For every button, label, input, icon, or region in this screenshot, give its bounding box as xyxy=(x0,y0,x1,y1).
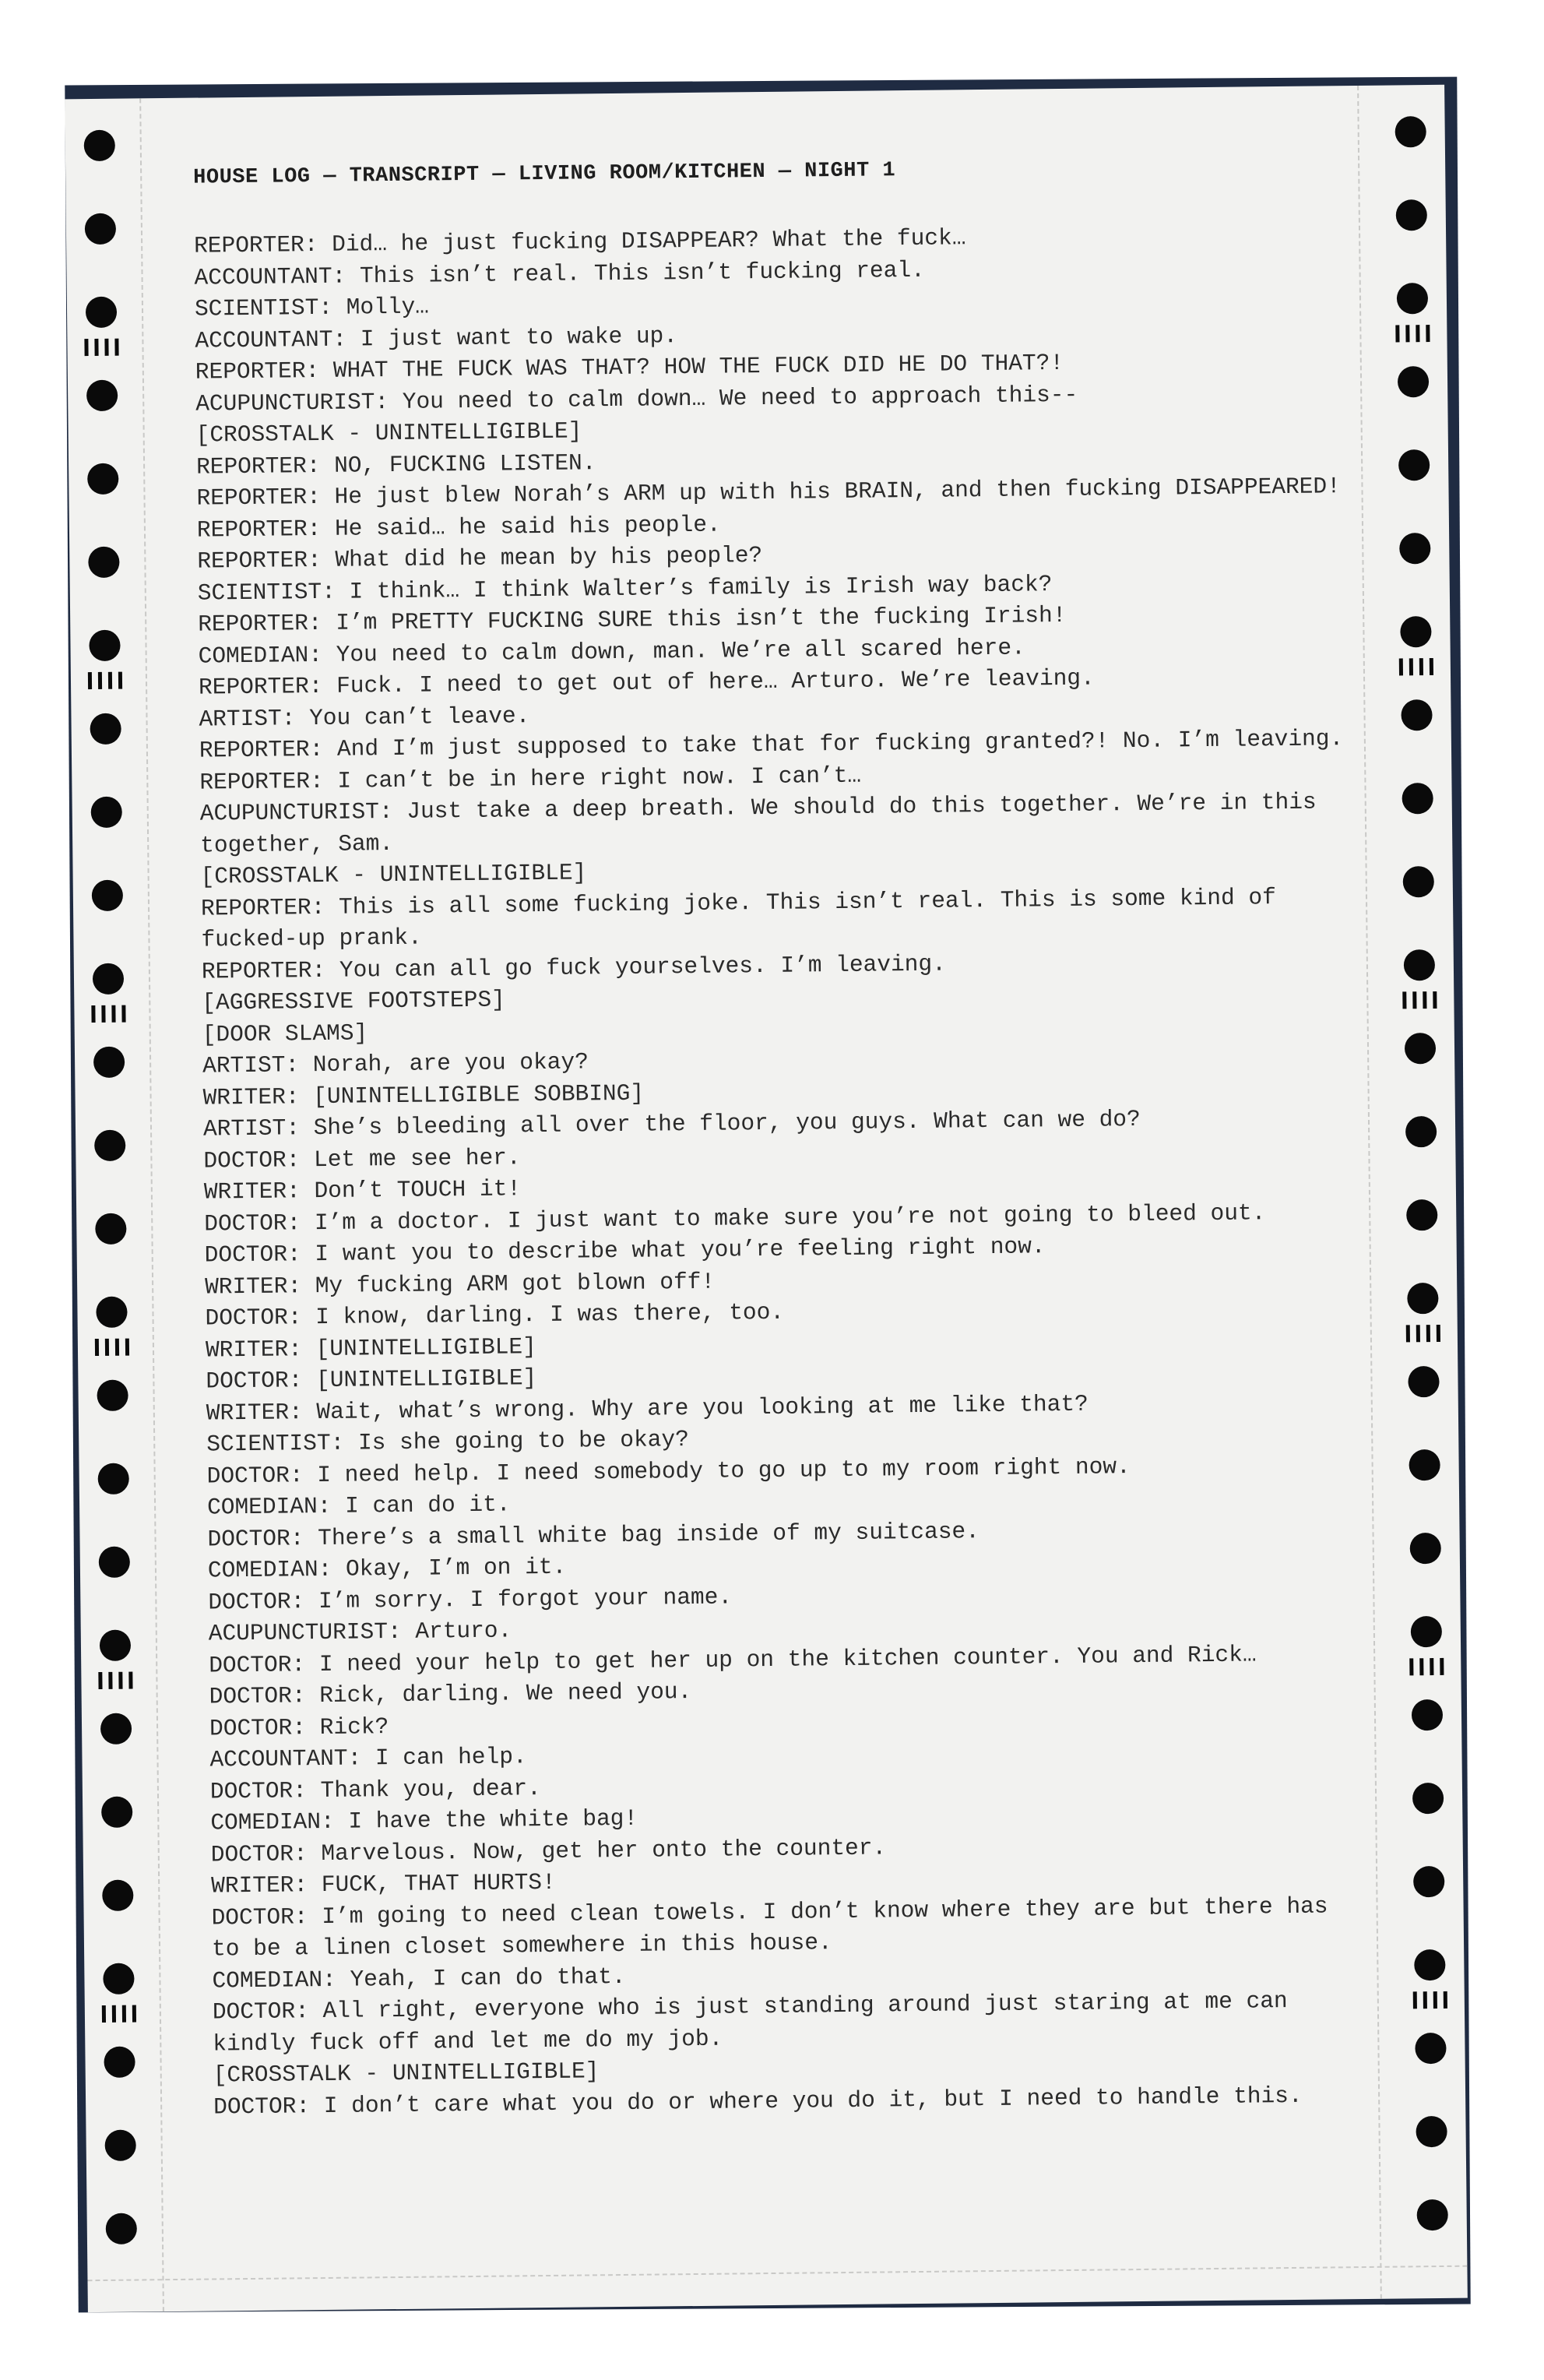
tractor-feed-paper xyxy=(65,85,1468,2312)
transcript-line: REPORTER: NO, FUCKING LISTEN. xyxy=(195,449,596,481)
feed-hole-icon xyxy=(1399,533,1430,564)
left-feed-holes xyxy=(83,130,139,2295)
tear-tick-icon xyxy=(98,1672,132,1689)
transcript-line: DOCTOR: I know, darling. I was there, too. xyxy=(205,1298,785,1332)
tear-tick-icon xyxy=(95,1339,129,1356)
transcript-line: [CROSSTALK - UNINTELLIGIBLE] xyxy=(195,417,582,449)
transcript-line: WRITER: My fucking ARM got blown off! xyxy=(204,1268,716,1301)
transcript-line: REPORTER: He said… he said his people. xyxy=(196,511,721,544)
feed-hole-icon xyxy=(95,1213,126,1245)
transcript-content xyxy=(193,154,1366,2122)
feed-hole-icon xyxy=(1415,2033,1446,2064)
transcript-line: REPORTER: And I’m just supposed to take that for fucking granted?! No. I’m leaving. xyxy=(199,725,1344,764)
transcript-line: WRITER: FUCK, THAT HURTS! xyxy=(211,1868,556,1899)
transcript-line: COMEDIAN: Yeah, I can do that. xyxy=(212,1963,626,1994)
feed-hole-icon xyxy=(1409,1449,1440,1480)
transcript-line: DOCTOR: I’m a doctor. I just want to make sure you’re not going to bleed out. xyxy=(204,1199,1266,1238)
transcript-line: COMEDIAN: I can do it. xyxy=(206,1491,511,1521)
transcript-line: DOCTOR: I need help. I need somebody to go up to my room right now. xyxy=(206,1452,1131,1490)
transcript-heading: HOUSE LOG — TRANSCRIPT — LIVING ROOM/KITCHEN — NIGHT 1 xyxy=(193,159,896,190)
transcript-line: COMEDIAN: Okay, I’m on it. xyxy=(207,1553,567,1584)
transcript-line: DOCTOR: Let me see her. xyxy=(203,1143,521,1174)
feed-hole-icon xyxy=(1407,1283,1438,1314)
transcript-line: REPORTER: You can all go fuck yourselves. I’m leaving. xyxy=(201,950,946,985)
feed-hole-icon xyxy=(97,1380,128,1411)
feed-hole-icon xyxy=(103,1963,134,1994)
transcript-line: [CROSSTALK - UNINTELLIGIBLE] xyxy=(200,859,587,890)
tear-tick-icon xyxy=(1399,658,1433,675)
transcript-line: [AGGRESSIVE FOOTSTEPS] xyxy=(202,986,505,1016)
transcript-line: WRITER: Don’t TOUCH it! xyxy=(203,1175,522,1206)
feed-hole-icon xyxy=(1398,366,1429,397)
transcript-line: DOCTOR: I need your help to get her up on the kitchen counter. You and Rick… xyxy=(209,1640,1257,1679)
transcript-line: DOCTOR: Rick, darling. We need you. xyxy=(209,1678,692,1710)
transcript-line: REPORTER: What did he mean by his people? xyxy=(197,542,763,575)
feed-hole-icon xyxy=(1402,783,1433,814)
feed-hole-icon xyxy=(86,380,118,411)
transcript-line: WRITER: [UNINTELLIGIBLE] xyxy=(205,1333,537,1364)
transcript-line: REPORTER: I’m PRETTY FUCKING SURE this isn’t the fucking Irish! xyxy=(198,601,1067,638)
feed-hole-icon xyxy=(1400,616,1431,647)
feed-hole-icon xyxy=(93,1047,125,1078)
feed-hole-icon xyxy=(85,213,116,245)
transcript-line: DOCTOR: Thank you, dear. xyxy=(209,1774,541,1805)
tear-tick-icon xyxy=(1395,325,1430,342)
transcript-line: REPORTER: Fuck. I need to get out of here… Arturo. We’re leaving. xyxy=(198,664,1095,701)
feed-hole-icon xyxy=(93,963,124,995)
feed-hole-icon xyxy=(101,1797,132,1828)
feed-hole-icon xyxy=(1412,1699,1443,1730)
transcript-line: DOCTOR: I don’t care what you do or where you do it, but I need to handle this. xyxy=(213,2082,1303,2120)
feed-hole-icon xyxy=(104,2047,135,2078)
tear-tick-icon xyxy=(88,672,122,689)
transcript-line: WRITER: Wait, what’s wrong. Why are you looking at me like that? xyxy=(206,1390,1089,1427)
transcript-line: ARTIST: She’s bleeding all over the floor, you guys. What can we do? xyxy=(202,1105,1141,1142)
feed-hole-icon xyxy=(94,1130,125,1161)
feed-hole-icon xyxy=(106,2213,137,2244)
feed-hole-icon xyxy=(89,630,120,661)
feed-hole-icon xyxy=(1406,1199,1437,1230)
feed-hole-icon xyxy=(1413,1866,1444,1897)
feed-hole-icon xyxy=(1398,449,1430,481)
feed-hole-icon xyxy=(1410,1533,1441,1564)
transcript-line: ARTIST: You can’t leave. xyxy=(199,702,530,733)
transcript-line: DOCTOR: There’s a small white bag inside of my suitcase. xyxy=(207,1517,980,1553)
feed-hole-icon xyxy=(1401,699,1432,731)
transcript-line: REPORTER: Did… he just fucking DISAPPEAR? What the fuck… xyxy=(193,224,966,259)
feed-hole-icon xyxy=(1404,949,1435,981)
feed-hole-icon xyxy=(1405,1033,1436,1064)
feed-hole-icon xyxy=(1416,2116,1447,2147)
transcript-line: ACUPUNCTURIST: Arturo. xyxy=(208,1617,512,1647)
tear-tick-icon xyxy=(91,1005,125,1023)
transcript-line: REPORTER: This is all some fucking joke. This isn’t real. This is some kind of fucked-up prank. xyxy=(200,883,1290,953)
left-perforation-line xyxy=(139,98,164,2311)
transcript-line: ARTIST: Norah, are you okay? xyxy=(202,1048,589,1079)
transcript-line: COMEDIAN: I have the white bag! xyxy=(210,1804,638,1836)
transcript-line: ACCOUNTANT: I just want to wake up. xyxy=(195,322,678,354)
transcript-line: [CROSSTALK - UNINTELLIGIBLE] xyxy=(213,2058,600,2089)
transcript-line: DOCTOR: All right, everyone who is just standing around just staring at me can kindly fuck off and let me do my job. xyxy=(212,1987,1302,2058)
feed-hole-icon xyxy=(1408,1366,1439,1397)
feed-hole-icon xyxy=(90,713,121,745)
feed-hole-icon xyxy=(84,130,115,161)
transcript-line: DOCTOR: I want you to describe what you’re feeling right now. xyxy=(204,1233,1046,1269)
feed-hole-icon xyxy=(100,1630,131,1661)
feed-hole-icon xyxy=(1395,116,1426,147)
feed-hole-icon xyxy=(104,2130,135,2161)
tear-tick-icon xyxy=(1406,1325,1440,1342)
feed-hole-icon xyxy=(102,1880,133,1911)
bottom-perforation-line xyxy=(87,2266,1467,2282)
transcript-line: ACCOUNTANT: I can help. xyxy=(209,1743,527,1773)
transcript-line: REPORTER: He just blew Norah’s ARM up with his BRAIN, and then fucking DISAPPEARED! xyxy=(196,473,1341,512)
feed-hole-icon xyxy=(86,297,117,328)
transcript-line: REPORTER: I can’t be in here right now. I can’t… xyxy=(199,762,862,796)
feed-hole-icon xyxy=(100,1713,132,1745)
transcript-line: ACUPUNCTURIST: You need to calm down… We need to approach this-- xyxy=(195,381,1078,417)
tear-tick-icon xyxy=(1413,1991,1447,2009)
transcript-line: COMEDIAN: You need to calm down, man. We’re all scared here. xyxy=(198,633,1025,670)
feed-hole-icon xyxy=(99,1547,130,1578)
transcript-line: ACUPUNCTURIST: Just take a deep breath. We should do this together. We’re in this together, Sam. xyxy=(199,788,1331,859)
feed-hole-icon xyxy=(1412,1783,1444,1814)
tear-tick-icon xyxy=(1402,991,1437,1009)
transcript-line: DOCTOR: I’m sorry. I forgot your name. xyxy=(208,1583,733,1616)
feed-hole-icon xyxy=(1414,1949,1445,1980)
transcript-line: [DOOR SLAMS] xyxy=(202,1019,368,1048)
feed-hole-icon xyxy=(98,1463,129,1495)
transcript-lines xyxy=(194,218,1366,2122)
feed-hole-icon xyxy=(1411,1616,1442,1647)
feed-hole-icon xyxy=(87,463,118,495)
feed-hole-icon xyxy=(1405,1116,1437,1147)
feed-hole-icon xyxy=(1403,866,1434,897)
feed-hole-icon xyxy=(88,547,119,578)
transcript-line: DOCTOR: I’m going to need clean towels. I don’t know where they are but there has to be a linen closet somewhere in this house. xyxy=(211,1892,1342,1963)
transcript-line: SCIENTIST: Molly… xyxy=(194,293,430,322)
transcript-line: DOCTOR: Rick? xyxy=(209,1713,389,1742)
transcript-line: ACCOUNTANT: This isn’t real. This isn’t fucking real. xyxy=(194,256,925,291)
tear-tick-icon xyxy=(1409,1658,1444,1675)
transcript-line: WRITER: [UNINTELLIGIBLE SOBBING] xyxy=(202,1079,645,1111)
feed-hole-icon xyxy=(91,797,122,828)
right-feed-holes xyxy=(1393,116,1450,2281)
feed-hole-icon xyxy=(1417,2199,1448,2230)
transcript-line: REPORTER: WHAT THE FUCK WAS THAT? HOW THE FUCK DID HE DO THAT?! xyxy=(195,349,1064,386)
tear-tick-icon xyxy=(84,339,118,356)
feed-hole-icon xyxy=(96,1297,127,1328)
tear-tick-icon xyxy=(102,2005,136,2023)
transcript-line: SCIENTIST: Is she going to be okay? xyxy=(206,1426,690,1458)
feed-hole-icon xyxy=(92,880,123,911)
transcript-line: SCIENTIST: I think… I think Walter’s family is Irish way back? xyxy=(197,570,1053,607)
feed-hole-icon xyxy=(1396,199,1427,231)
transcript-line: DOCTOR: [UNINTELLIGIBLE] xyxy=(206,1364,537,1395)
feed-hole-icon xyxy=(1397,283,1428,314)
transcript-line: DOCTOR: Marvelous. Now, get her onto the counter. xyxy=(210,1833,887,1868)
